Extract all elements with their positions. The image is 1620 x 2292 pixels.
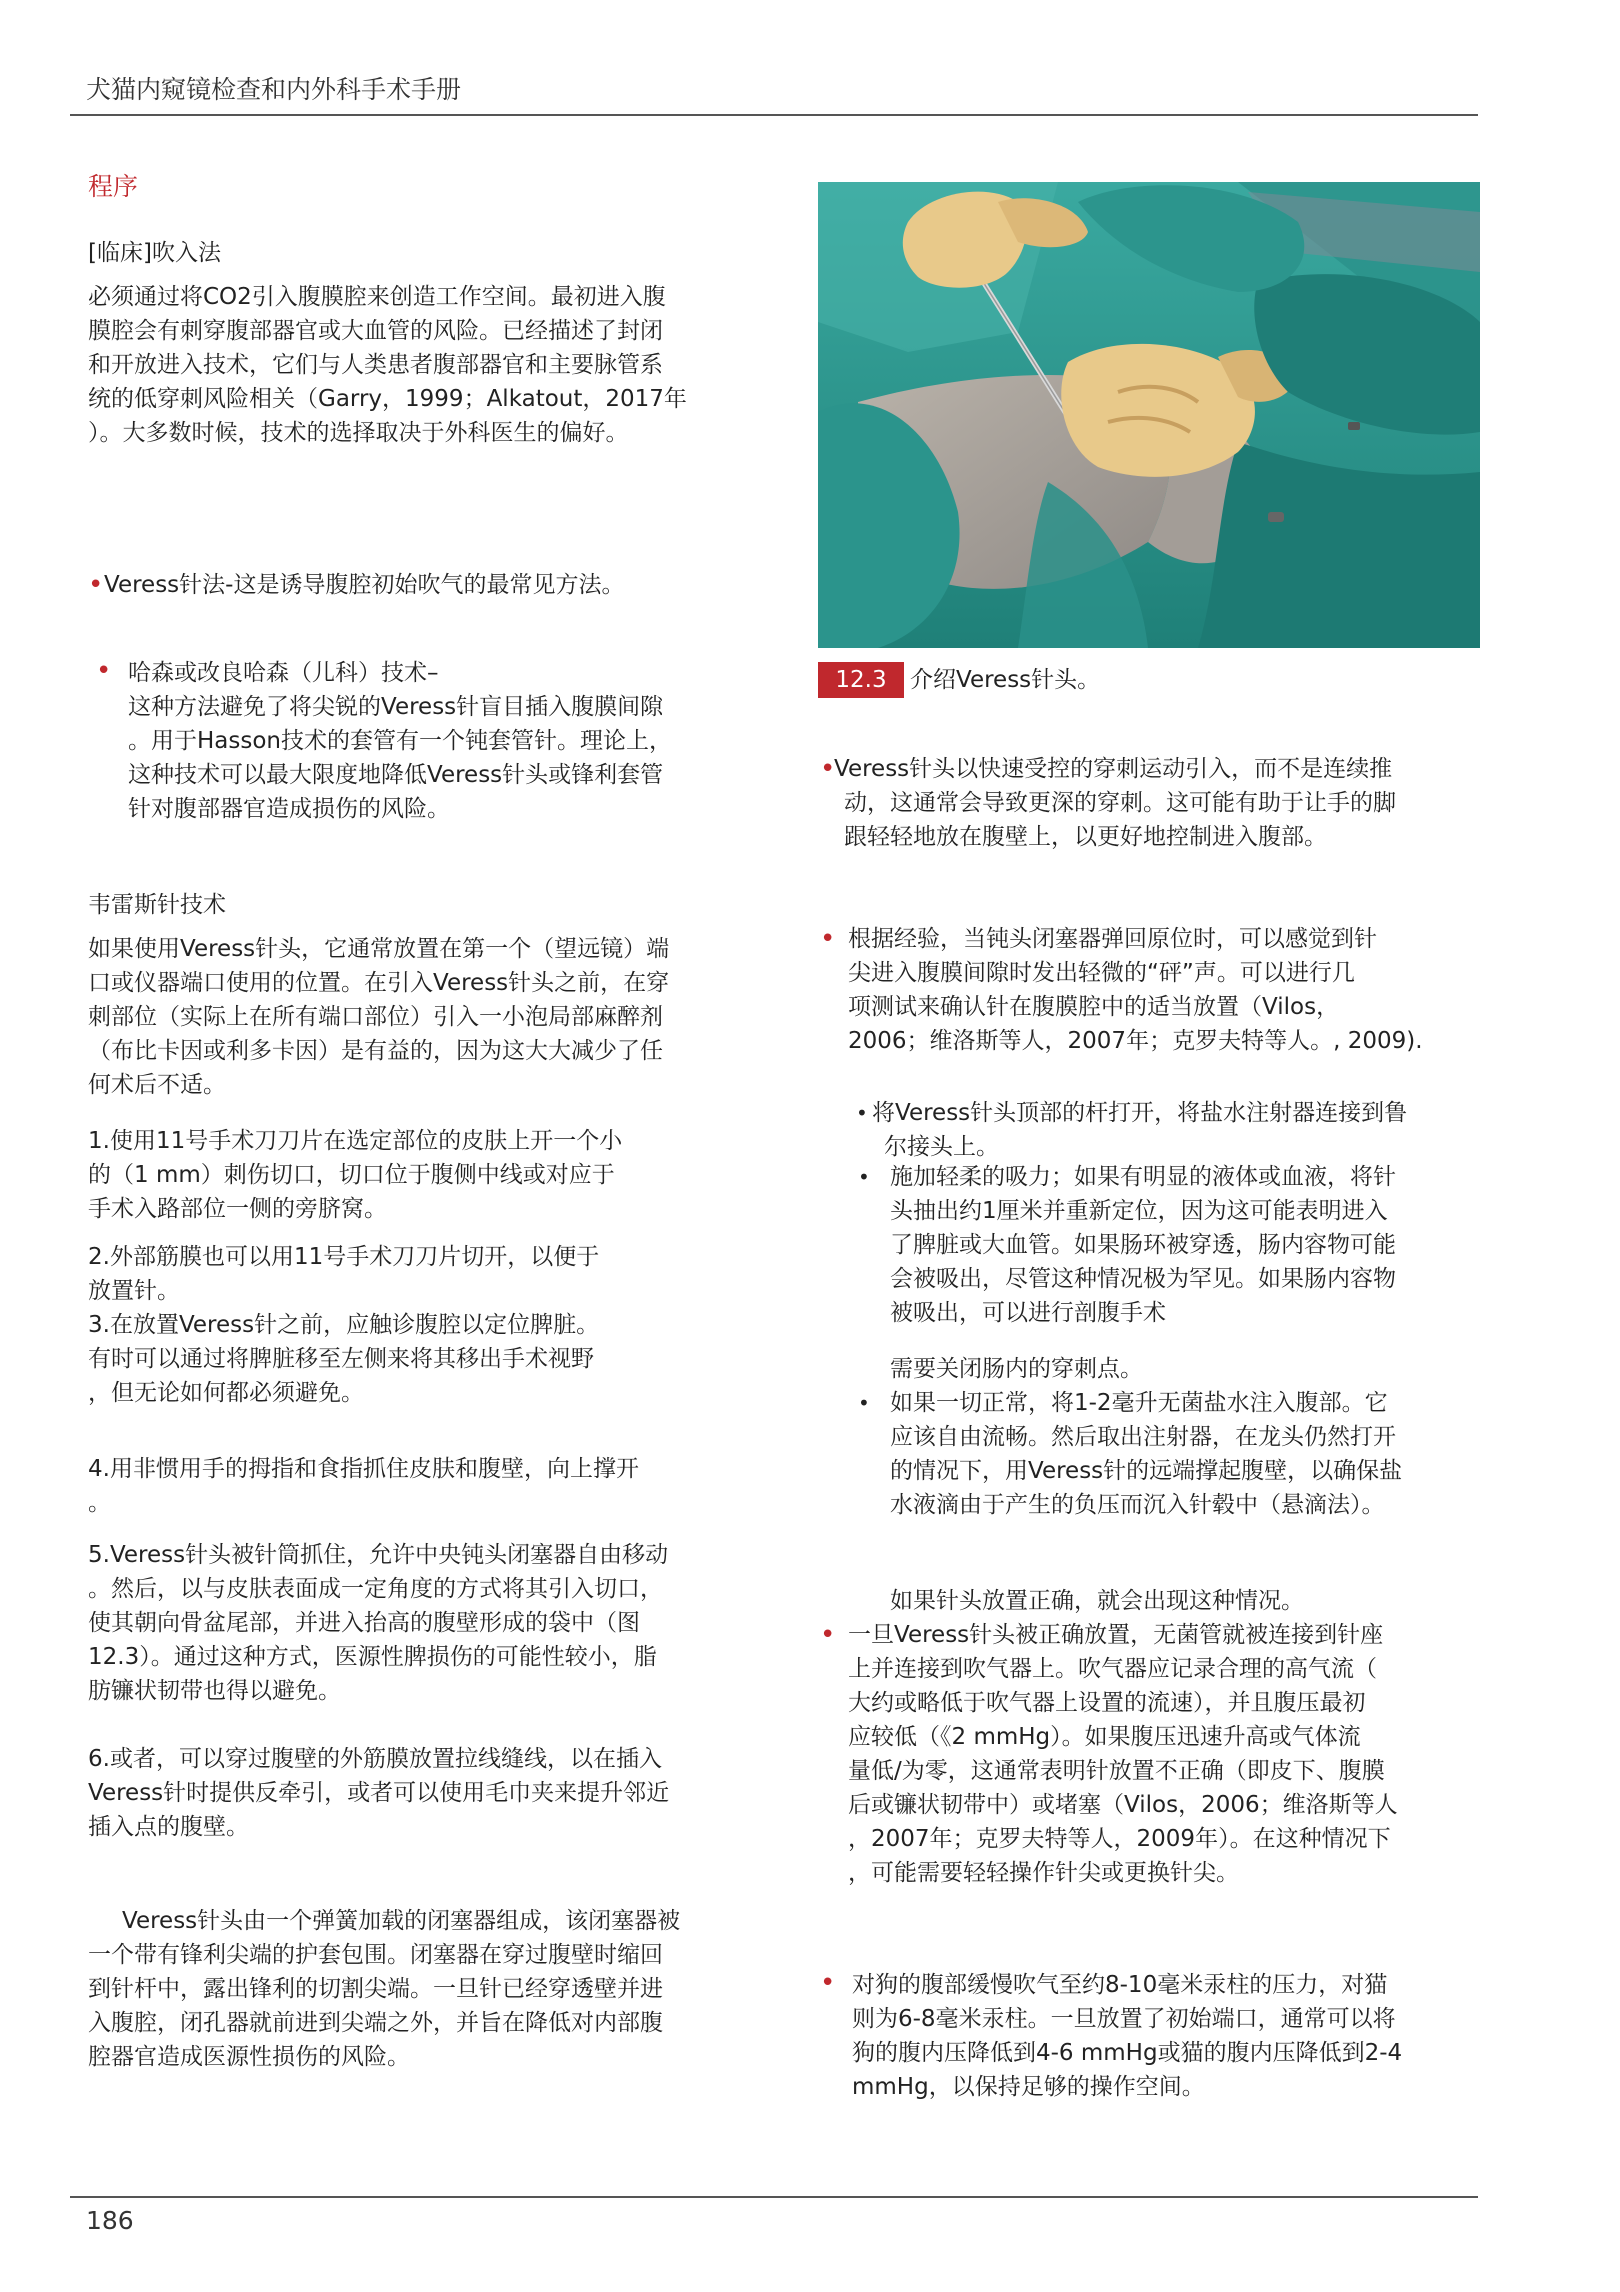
veress-intro-paragraph: 如果使用Veress针头，它通常放置在第一个（望远镜）端 口或仪器端口使用的位置。在引入Veress针头之前，在穿 刺部位（实际上在所有端口部位）引入一小泡局部麻醉剂 （布比卡因或利多卡因）是有益的，因为这大大减少了任 何术后不适。 (88, 936, 670, 1098)
surgical-scene-illustration (818, 182, 1480, 648)
step-1: 1.使用11号手术刀刀片在选定部位的皮肤上开一个小 的（1 mm）刺伤切口，切口位于腹侧中线或对应于 手术入路部位一侧的旁脐窝。 (88, 1128, 623, 1222)
bullet-marker: • (820, 1968, 836, 1998)
sub-bullet-open-stopcock: 将Veress针头顶部的杆打开，将盐水注射器连接到鲁 尔接头上。 (872, 1100, 1408, 1160)
bullet-pop-sensation: 根据经验，当钝头闭塞器弹回原位时，可以感觉到针 尖进入腹膜间隙时发出轻微的“砰”声。可以进行几 项测试来确认针在腹膜腔中的适当放置（Vilos， 2006；维洛斯等人，2007年；克罗夫特等人。, 2009). (848, 926, 1423, 1054)
intro-paragraph: 必须通过将CO2引入腹膜腔来创造工作空间。最初进入腹 膜腔会有刺穿腹部器官或大血管的风险。已经描述了封闭 和开放进入技术，它们与人类患者腹部器官和主要脉管系 统的低穿刺风险相关（Garry，1999；Alkatout，2017年 ）。大多数时候，技术的选择取决于外科医生的偏好。 (88, 284, 687, 446)
sub-bullet-hanging-drop: 如果一切正常，将1-2毫升无菌盐水注入腹部。它 应该自由流畅。然后取出注射器，在龙头仍然打开 的情况下，用Veress针的远端撑起腹壁，以确保盐 水液滴由于产生的负压而沉入针毂中（悬滴法）。 (890, 1390, 1403, 1518)
sub-bullet-aspiration: 施加轻柔的吸力；如果有明显的液体或血液，将针 头抽出约1厘米并重新定位，因为这可能表明进入 了脾脏或大血管。如果肠环被穿透，肠内容物可能 会被吸出，尽管这种情况极为罕见。如果肠内容物 被吸出，可以进行剖腹手术 (890, 1164, 1396, 1326)
bullet-insufflation-pressure: 对狗的腹部缓慢吹气至约8-10毫米汞柱的压力，对猫 则为6-8毫米汞柱。一旦放置了初始端口，通常可以将 狗的腹内压降低到4-6 mmHg或猫的腹内压降低到2-4 mmHg，以保持足够的操作空间。 (852, 1972, 1403, 2100)
bullet-marker: • (820, 924, 836, 954)
veress-heading: 韦雷斯针技术 (88, 892, 226, 918)
bullet-veress-method: Veress针法-这是诱导腹腔初始吹气的最常见方法。 (104, 572, 625, 598)
bullet-marker: • (820, 1620, 836, 1650)
bullet-quick-puncture: Veress针头以快速受控的穿刺运动引入，而不是连续推 动，这通常会导致更深的穿刺。这可能有助于让手的脚 跟轻轻地放在腹壁上，以更好地控制进入腹部。 (834, 756, 1396, 850)
figure-caption: 介绍Veress针头。 (910, 667, 1101, 693)
figure-number-badge: 12.3 (818, 662, 904, 698)
closing-paragraph: Veress针头由一个弹簧加载的闭塞器组成，该闭塞器被 一个带有锋利尖端的护套包围。闭塞器在穿过腹壁时缩回 到针杆中，露出锋利的切割尖端。一旦针已经穿透壁并进 入腹腔，闭孔器就前进到尖端之外，并旨在降低对内部腹 腔器官造成医源性损伤的风险。 (88, 1908, 681, 2070)
bullet-hasson-technique: 哈森或改良哈森（儿科）技术– 这种方法避免了将尖锐的Veress针盲目插入腹膜间隙 。用于Hasson技术的套管有一个钝套管针。理论上， 这种技术可以最大限度地降低Veress针头或锋利套管 针对腹部器官造成损伤的风险。 (128, 660, 673, 822)
steps-2-3: 2.外部筋膜也可以用11号手术刀刀片切开，以便于 放置针。 3.在放置Veress针之前，应触诊腹腔以定位脾脏。 有时可以通过将脾脏移至左侧来将其移出手术视野 ，但无论如何都必须避免。 (88, 1244, 600, 1406)
page-number: 186 (86, 2206, 134, 2235)
bullet-marker: • (88, 570, 104, 600)
figure-photo (818, 182, 1480, 648)
sub-bullet-marker: • (858, 1391, 870, 1415)
sub-bullet-aspiration-end: 需要关闭肠内的穿刺点。 (890, 1356, 1143, 1382)
bullet-marker: • (96, 656, 112, 686)
running-header: 犬猫内窥镜检查和内外科手术手册 (86, 75, 462, 104)
step-6: 6.或者，可以穿过腹壁的外筋膜放置拉线缝线，以在插入 Veress针时提供反牵引，或者可以使用毛巾夹来提升邻近 插入点的腹壁。 (88, 1746, 670, 1840)
step-4: 4.用非惯用手的拇指和食指抓住皮肤和腹壁，向上撑开 。 (88, 1456, 639, 1516)
header-divider (70, 114, 1478, 116)
footer-divider (70, 2196, 1478, 2198)
section-heading: 程序 (88, 172, 139, 201)
placement-conclusion: 如果针头放置正确，就会出现这种情况。 (890, 1588, 1304, 1614)
sub-bullet-marker: • (856, 1101, 868, 1125)
sub-bullet-marker: • (858, 1165, 870, 1189)
bullet-insufflator-connection: 一旦Veress针头被正确放置，无菌管就被连接到针座 上并连接到吹气器上。吹气器应记录合理的高气流（ 大约或略低于吹气器上设置的流速），并且腹压最初 应较低（《2 mmHg）。如果腹压迅速升高或气体流 量低/为零，这通常表明针放置不正确（即皮下、腹膜 后或镰状韧带中）或堵塞（Vilos，2006；维洛斯等人 ，2007年；克罗夫特等人，2009年）。在这种情况下 ，可能需要轻轻操作针尖或更换针尖。 (848, 1622, 1398, 1886)
bullet-marker: • (820, 754, 836, 784)
sub-heading: [临床]吹入法 (88, 240, 221, 266)
step-5: 5.Veress针头被针筒抓住，允许中央钝头闭塞器自由移动 。然后，以与皮肤表面成一定角度的方式将其引入切口， 使其朝向骨盆尾部，并进入抬高的腹壁形成的袋中（图 12.3）。通过这种方式，医源性脾损伤的可能性较小，脂 肪镰状韧带也得以避免。 (88, 1542, 669, 1704)
